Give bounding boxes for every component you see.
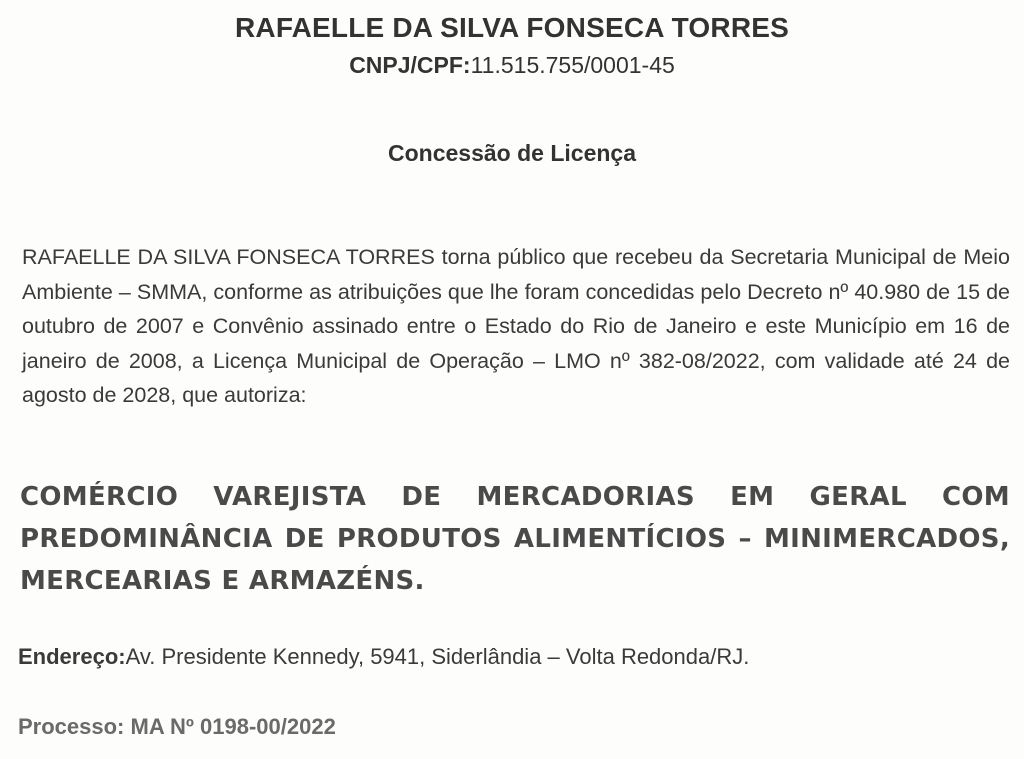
process-number: Processo: MA Nº 0198-00/2022 (18, 714, 336, 739)
company-name-heading: RAFAELLE DA SILVA FONSECA TORRES (235, 12, 789, 43)
authorized-activity: COMÉRCIO VAREJISTA DE MERCADORIAS EM GERAL COM PREDOMINÂNCIA DE PRODUTOS ALIMENTÍCIOS – MINIMERCADOS, MERCEARIAS E ARMAZÉNS. (20, 482, 1010, 596)
document-title: Concessão de Licença (388, 140, 636, 166)
address-label: Endereço: (18, 644, 126, 669)
address-line (18, 644, 1008, 670)
cnpj-line (0, 52, 1024, 79)
address-value: Av. Presidente Kennedy, 5941, Siderlândia – Volta Redonda/RJ. (125, 644, 750, 669)
cnpj-label: CNPJ/CPF: (349, 52, 471, 78)
body-paragraph: RAFAELLE DA SILVA FONSECA TORRES torna público que recebeu da Secretaria Municipal de Meio Ambiente – SMMA, conforme as atribuições que lhe foram concedidas pelo Decreto nº 40.980 de 15 de outubro de 2007 e Convênio assinado entre o Estado do Rio de Janeiro e este Município em 16 de janeiro de 2008, a Licença Municipal de Operação – LMO nº 382-08/2022, com validade até 24 de agosto de 2028, que autoriza: (22, 245, 1010, 407)
cnpj-value: 11.515.755/0001-45 (470, 52, 675, 78)
